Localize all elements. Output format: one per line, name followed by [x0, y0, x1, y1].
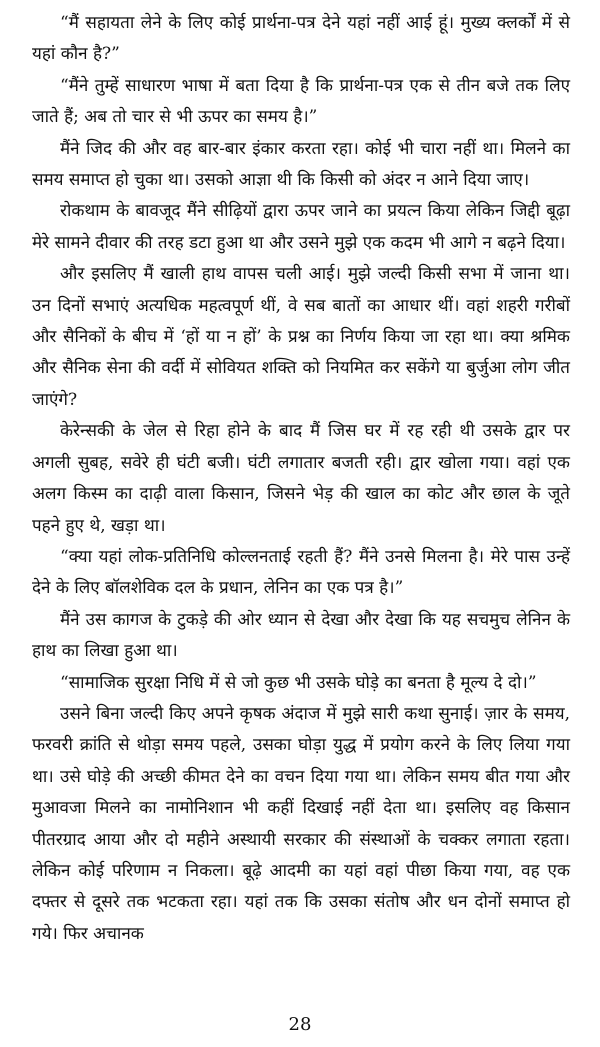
paragraph-9: “सामाजिक सुरक्षा निधि में से जो कुछ भी उसके घोड़े का बनता है मूल्य दे दो।” [60, 672, 537, 693]
paragraph-1: “मैं सहायता लेने के लिए कोई प्रार्थना-पत्र देने यहां नहीं आई हूं। मुख्य क्लर्कों में से यहां कौन है?” [32, 13, 570, 65]
body-text [32, 8, 570, 950]
paragraph-4: रोकथाम के बावजूद मैंने सीढ़ियों द्वारा ऊपर जाने का प्रयत्न किया लेकिन जिद्दी बूढ़ा मेरे सामने दीवार की तरह डटा हुआ था और उसने मुझे एक कदम भी आगे न बढ़ने दिया। [32, 201, 570, 253]
paragraph-2: “मैंने तुम्हें साधारण भाषा में बता दिया है कि प्रार्थना-पत्र एक से तीन बजे तक लिए जाते हैं; अब तो चार से भी ऊपर का समय है।” [32, 75, 570, 128]
paragraph-6: केरेन्सकी के जेल से रिहा होने के बाद मैं जिस घर में रह रही थी उसके द्वार पर अगली सुबह, सवेरे ही घंटी बजी। घंटी लगातार बजती रही। द्वार खोला गया। वहां एक अलग किस्म का दाढ़ी वाला किसान, जिसने भेड़ की खाल का कोट और छाल के जूते पहने हुए थे, खड़ा था। [32, 421, 570, 536]
paragraph-7: “क्या यहां लोक-प्रतिनिधि कोल्लनताई रहती हैं? मैंने उनसे मिलना है। मेरे पास उन्हें देने के लिए बॉलशेविक दल के प्रधान, लेनिन का एक पत्र है।” [32, 546, 570, 599]
page-number: 28 [288, 1014, 312, 1035]
paragraph-3: मैंने जिद की और वह बार-बार इंकार करता रहा। कोई भी चारा नहीं था। मिलने का समय समाप्त हो चुका था। उसको आज्ञा थी कि किसी को अंदर न आने दिया जाए। [32, 138, 570, 191]
paragraph-5: और इसलिए मैं खाली हाथ वापस चली आई। मुझे जल्दी किसी सभा में जाना था। उन दिनों सभाएं अत्यधिक महत्वपूर्ण थीं, वे सब बातों का आधार थीं। वहां शहरी गरीबों और सैनिकों के बीच में ‘हों या न हों’ के प्रश्न का निर्णय किया जा रहा था। क्या श्रमिक और सैनिक सेना की वर्दी में सोवियत शक्ति को नियमित कर सकेंगे या बुर्जुआ लोग जीत जाएंगे? [32, 264, 570, 410]
paragraph-8: मैंने उस कागज के टुकड़े की ओर ध्यान से देखा और देखा कि यह सचमुच लेनिन के हाथ का लिखा हुआ था। [32, 609, 570, 662]
paragraph-10: उसने बिना जल्दी किए अपने कृषक अंदाज में मुझे सारी कथा सुनाई। ज़ार के समय, फरवरी क्रांति से थोड़ा समय पहले, उसका घोड़ा युद्ध में प्रयोग करने के लिए लिया गया था। उसे घोड़े की अच्छी कीमत देने का वचन दिया गया था। लेकिन समय बीत गया और मुआवजा मिलने का नामोनिशान भी कहीं दिखाई नहीं देता था। इसलिए वह किसान पीतरग्राद आया और दो महीने अस्थायी सरकार की संस्थाओं के चक्कर लगाता रहता। लेकिन कोई परिणाम न निकला। बूढ़े आदमी का यहां वहां पीछा किया गया, वह एक दफ्तर से दूसरे तक भटकता रहा। यहां तक कि उसका संतोष और धन दोनों समाप्त हो गये। फिर अचानक [32, 703, 570, 944]
